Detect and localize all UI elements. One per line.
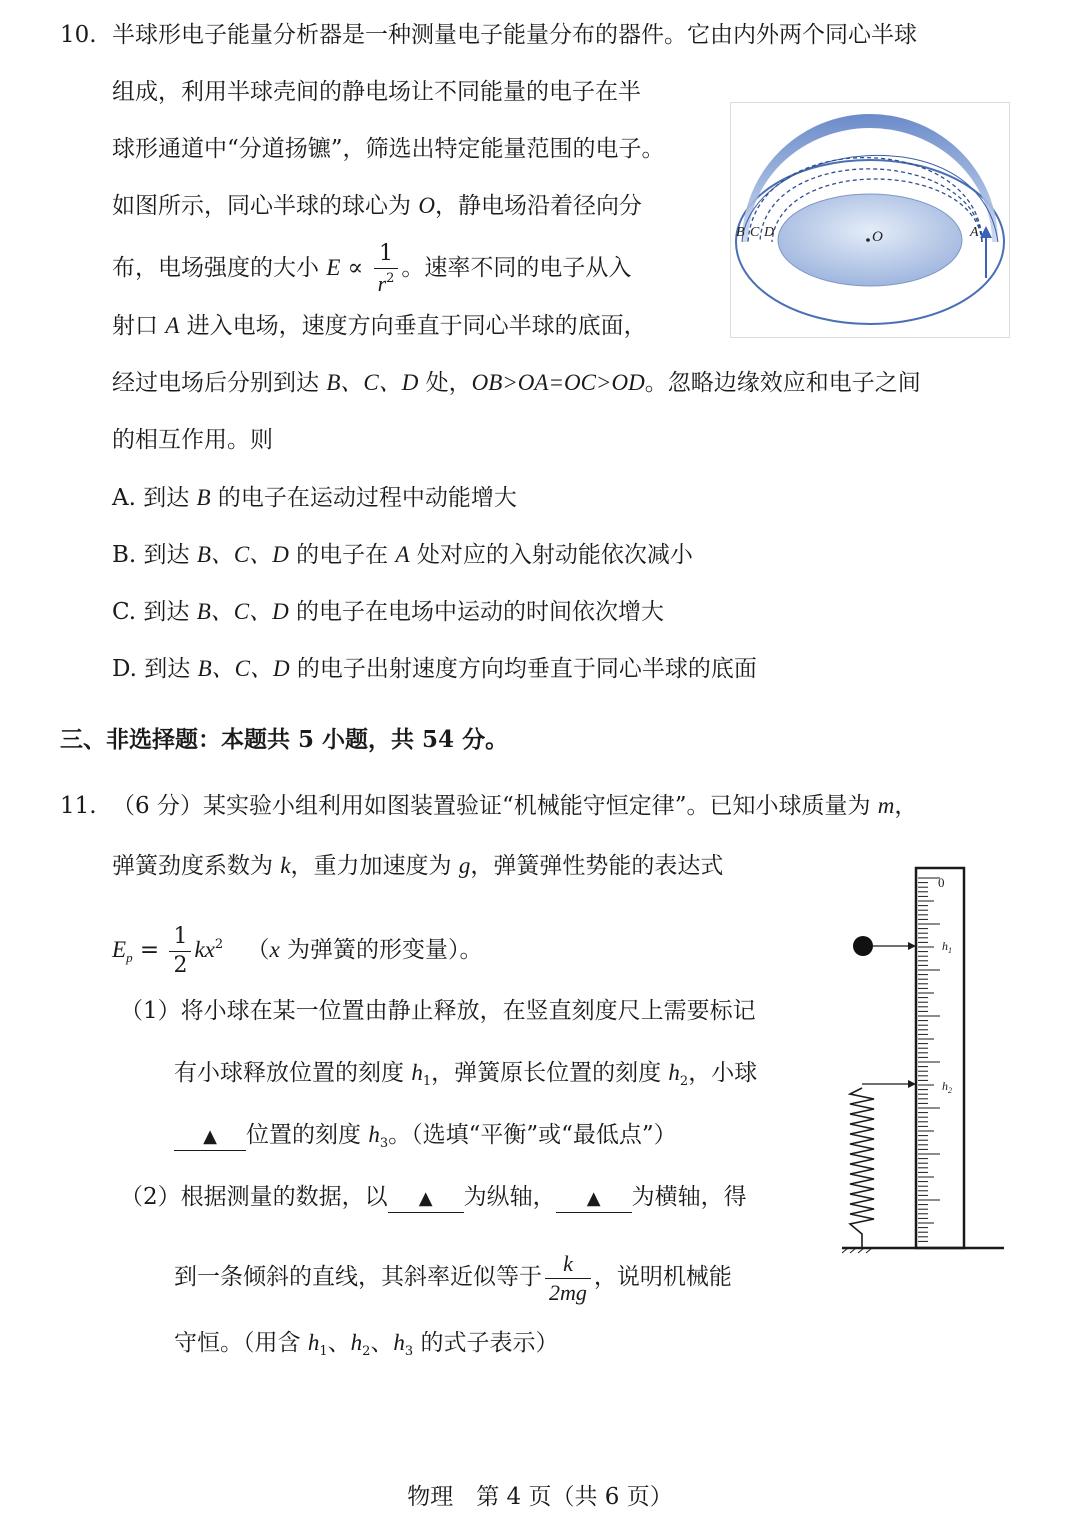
h2-label: $h_2$	[942, 1079, 952, 1095]
q11-number: 11.	[60, 793, 97, 819]
q10-line-1: 半球形电子能量分析器是一种测量电子能量分布的器件。它由内外两个同心半球	[112, 22, 917, 48]
q11-part1-line-3: ▲ 位置的刻度 $h_3$。（选填“平衡”或“最低点”）	[174, 1120, 677, 1159]
q10-option-a: A. 到达 B 的电子在运动过程中动能增大	[112, 485, 517, 511]
answer-blank-2[interactable]: ▲	[388, 1184, 464, 1213]
q10-line-3: 球形通道中“分道扬镳”，筛选出特定能量范围的电子。	[112, 136, 665, 162]
inner-hemisphere	[778, 194, 962, 286]
center-point-o	[866, 238, 870, 242]
page-footer: 物理 第 4 页（共 6 页）	[407, 1484, 673, 1510]
q10-line-2: 组成，利用半球壳间的静电场让不同能量的电子在半	[112, 79, 641, 105]
half-fraction: $\frac{1}{2}$	[169, 926, 191, 977]
slope-fraction: $\frac{k}{2mg}$	[545, 1253, 591, 1304]
label-b: B	[736, 225, 745, 240]
q10-line-7: 经过电场后分别到达 B、C、D 处，OB>OA=OC>OD。忽略边缘效应和电子之间	[112, 370, 921, 396]
answer-blank-3[interactable]: ▲	[556, 1184, 632, 1213]
q10-option-d: D. 到达 B、C、D 的电子出射速度方向均垂直于同心半球的底面	[112, 656, 757, 682]
ball-icon	[853, 936, 873, 956]
label-o: O	[872, 229, 883, 245]
h1-label: $h_1$	[942, 939, 952, 955]
label-a: A	[970, 225, 979, 240]
q11-part1-line-1: （1）将小球在某一位置由静止释放，在竖直刻度尺上需要标记	[120, 998, 756, 1024]
spring	[850, 1088, 874, 1248]
q10-line-6: 射口 A 进入电场，速度方向垂直于同心半球的底面，	[112, 313, 647, 339]
q11-part2-line-3: 守恒。（用含 $h_1$、$h_2$、$h_3$ 的式子表示）	[174, 1330, 559, 1359]
answer-blank-1[interactable]: ▲	[174, 1122, 246, 1151]
label-d: D	[764, 225, 775, 240]
q11-line-1: （6 分）某实验小组利用如图装置验证“机械能守恒定律”。已知小球质量为 m，	[112, 793, 918, 819]
q10-line-4: 如图所示，同心半球的球心为 O，静电场沿着径向分	[112, 193, 642, 219]
ruler-zero-label: 0	[938, 875, 945, 890]
q11-line-2: 弹簧劲度系数为 k，重力加速度为 g，弹簧弹性势能的表达式	[112, 853, 724, 879]
q10-number: 10.	[60, 22, 97, 48]
q11-part2-line-1: （2）根据测量的数据，以 ▲ 为纵轴， ▲ 为横轴，得	[120, 1182, 747, 1213]
q10-line-5: 布，电场强度的大小 E ∝ $\frac{1}{r^2}$ 。速率不同的电子从入	[112, 240, 632, 296]
q10-line-8: 的相互作用。则	[112, 427, 273, 453]
section-heading: 三、非选择题：本题共 5 小题，共 54 分。	[60, 726, 509, 753]
spring-ruler-figure	[838, 862, 1008, 1254]
q10-option-b: B. 到达 B、C、D 的电子在 A 处对应的入射动能依次减小	[112, 542, 693, 568]
q11-energy-formula: $E_p$ = $\frac{1}{2}$ $kx^2$ （x 为弹簧的形变量）。	[112, 923, 483, 978]
label-c: C	[750, 225, 760, 240]
q10-option-c: C. 到达 B、C、D 的电子在电场中运动的时间依次增大	[112, 599, 665, 625]
hemisphere-analyzer-figure	[730, 102, 1010, 338]
q11-part2-line-2: 到一条倾斜的直线，其斜率近似等于 $\frac{k}{2mg}$ ，说明机械能	[174, 1250, 732, 1305]
q11-part1-line-2: 有小球释放位置的刻度 $h_1$，弹簧原长位置的刻度 $h_2$，小球	[174, 1060, 758, 1089]
inverse-square-fraction: $\frac{1}{r^2}$	[374, 243, 399, 296]
